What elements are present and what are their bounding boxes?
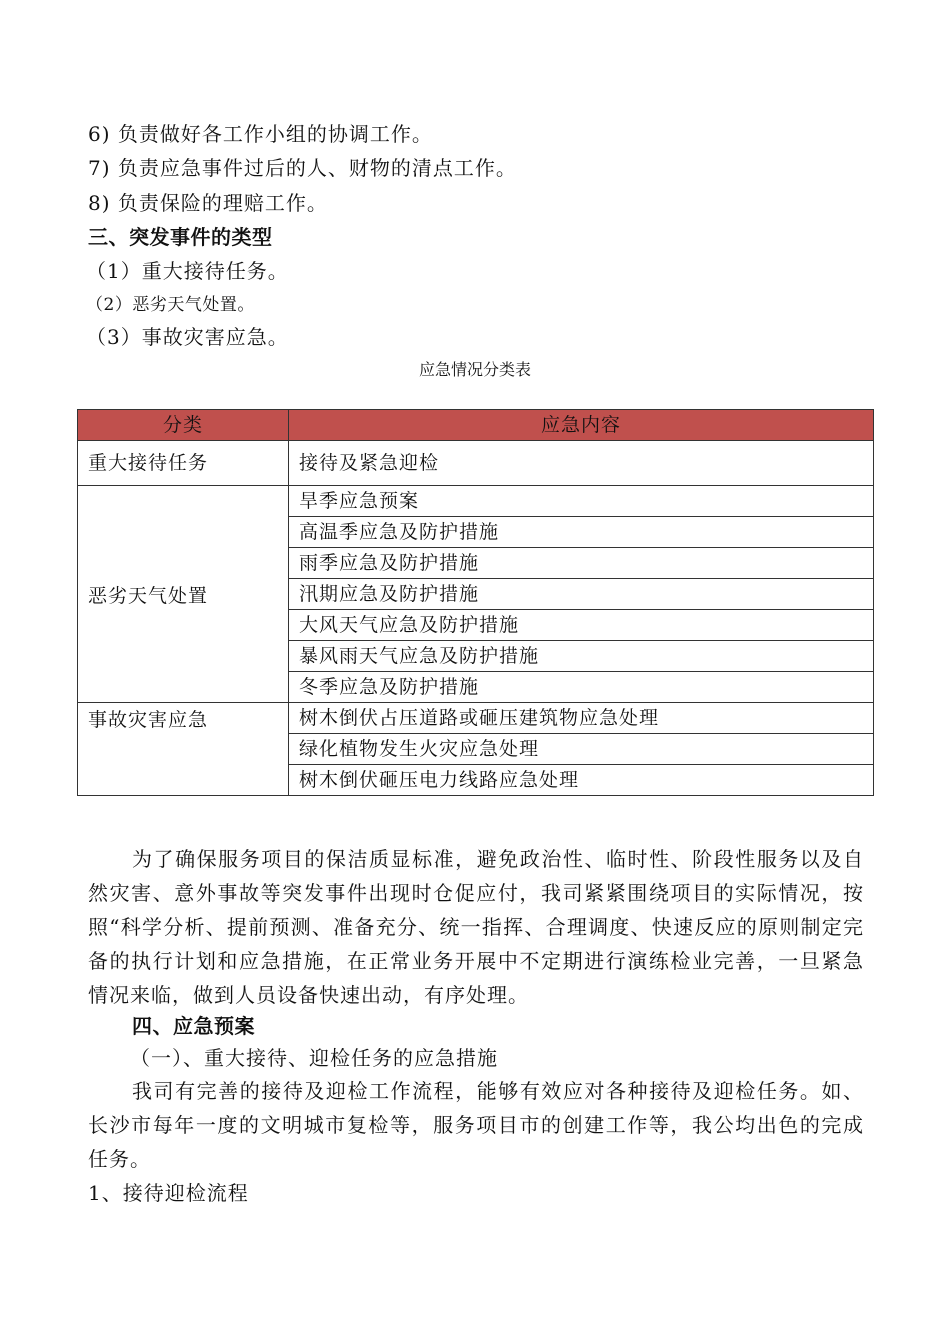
- numbered-item-1: 1、接待迎检流程: [88, 1181, 249, 1205]
- content-cell: 暴风雨天气应急及防护措施: [289, 641, 874, 672]
- table-row: [78, 486, 874, 517]
- content-cell: 大风天气应急及防护措施: [289, 610, 874, 641]
- content-cell: 冬季应急及防护措施: [289, 672, 874, 703]
- table-row: [78, 703, 874, 734]
- category-cell: 恶劣天气处置: [78, 486, 289, 703]
- section-heading-4: 四、应急预案: [132, 1014, 255, 1038]
- category-cell: 事故灾害应急: [78, 703, 289, 796]
- body-paragraph-2: 我司有完善的接待及迎检工作流程，能够有效应对各种接待及迎检任务。如、长沙市每年一度的文明城市复检等，服务项目市的创建工作等，我公均出色的完成任务。: [88, 1079, 864, 1171]
- list-item-8: 8) 负责保险的理赔工作。: [88, 191, 328, 215]
- section-heading-3: 三、突发事件的类型: [88, 225, 273, 249]
- list-item-7: 7) 负责应急事件过后的人、财物的清点工作。: [88, 156, 517, 180]
- table-row: [78, 441, 874, 486]
- header-category: 分类: [78, 410, 289, 441]
- content-cell: 树木倒伏占压道路或砸压建筑物应急处理: [289, 703, 874, 734]
- type-item-2: （2）恶劣天气处置。: [86, 295, 255, 315]
- type-item-3: （3）事故灾害应急。: [86, 325, 289, 349]
- content-cell: 绿化植物发生火灾应急处理: [289, 734, 874, 765]
- table-caption: 应急情况分类表: [418, 360, 531, 379]
- content-cell: 高温季应急及防护措施: [289, 517, 874, 548]
- header-content: 应急内容: [289, 410, 874, 441]
- type-item-1: （1）重大接待任务。: [86, 259, 289, 283]
- content-cell: 汛期应急及防护措施: [289, 579, 874, 610]
- subsection-heading-1: （一）、重大接待、迎检任务的应急措施: [130, 1046, 498, 1070]
- content-cell: 接待及紧急迎检: [289, 441, 874, 486]
- content-cell: 旱季应急预案: [289, 486, 874, 517]
- table-header-row: [78, 410, 874, 441]
- list-item-6: 6) 负责做好各工作小组的协调工作。: [88, 122, 433, 146]
- content-cell: 树木倒伏砸压电力线路应急处理: [289, 765, 874, 796]
- category-cell: 重大接待任务: [78, 441, 289, 486]
- body-paragraph-1: 为了确保服务项目的保洁质显标准，避免政治性、临时性、阶段性服务以及自然灾害、意外事故等突发事件出现时仓促应付，我司紧紧围绕项目的实际情况，按照“科学分析、提前预测、准备充分、统一指挥、合理调度、快速反应的原则制定完备的执行计划和应急措施，在正常业务开展中不定期进行演练检业完善，一旦紧急情况来临，做到人员设备快速出动，有序处理。: [88, 847, 864, 1007]
- emergency-classification-table: [77, 409, 874, 796]
- content-cell: 雨季应急及防护措施: [289, 548, 874, 579]
